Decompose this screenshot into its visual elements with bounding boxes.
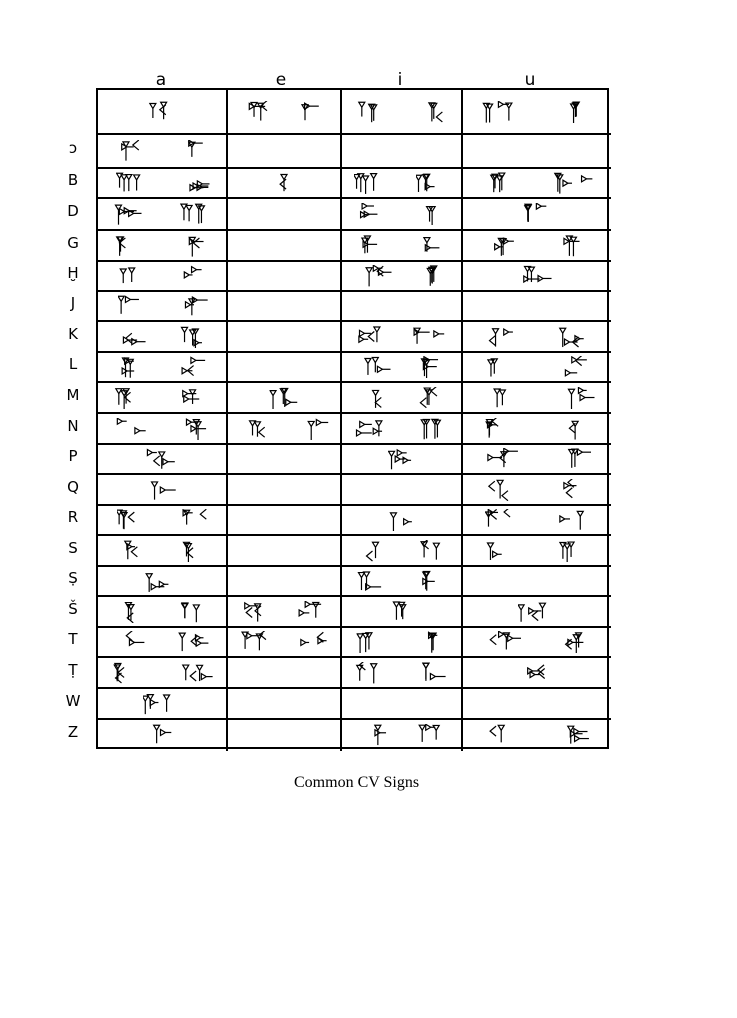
cuneiform-sign: [485, 479, 520, 501]
cuneiform-sign: [179, 295, 211, 317]
cuneiform-sign: [415, 101, 449, 123]
row-label: Ṭ: [68, 660, 78, 679]
cuneiform-sign: [175, 418, 215, 440]
cuneiform-sign: [176, 631, 214, 653]
cuneiform-sign: [356, 265, 391, 287]
cuneiform-sign: [238, 631, 277, 653]
cuneiform-sign: [558, 724, 590, 746]
cuneiform-sign: [412, 662, 452, 684]
cuneiform-sign: [175, 356, 214, 378]
cuneiform-sign: [416, 172, 448, 194]
cuneiform-sign: [559, 356, 589, 378]
cuneiform-sign: [486, 326, 518, 348]
cuneiform-sign: [267, 172, 301, 194]
cuneiform-sign: [357, 356, 390, 378]
cuneiform-sign: [387, 509, 417, 531]
cuneiform-sign: [244, 418, 272, 440]
row-label: M: [66, 385, 80, 404]
cuneiform-sign: [553, 172, 594, 194]
cuneiform-sign: [485, 356, 520, 378]
cuneiform-sign: [145, 724, 180, 746]
cuneiform-sign: [118, 356, 148, 378]
cuneiform-sign: [354, 418, 394, 440]
cuneiform-sign: [117, 509, 149, 531]
cuneiform-sign: [112, 418, 153, 440]
row-divider: [98, 626, 611, 628]
row-divider: [98, 656, 611, 658]
cuneiform-sign: [356, 631, 391, 653]
cuneiform-sign: [180, 601, 209, 623]
column-divider: [226, 90, 228, 751]
row-label: J: [70, 294, 76, 312]
cuneiform-sign: [557, 235, 591, 257]
row-divider: [98, 718, 611, 720]
cuneiform-sign: [357, 570, 391, 592]
row-label: W: [65, 691, 81, 710]
row-label: Š: [68, 599, 78, 618]
row-label: N: [67, 416, 79, 435]
cuneiform-sign: [293, 601, 332, 623]
cuneiform-sign: [115, 235, 150, 257]
cuneiform-sign: [557, 326, 591, 348]
row-divider: [98, 565, 611, 567]
cuneiform-sign: [116, 631, 149, 653]
cuneiform-sign: [113, 662, 152, 684]
column-divider: [340, 90, 342, 751]
row-divider: [98, 133, 611, 135]
column-header-a: a: [155, 70, 167, 90]
cuneiform-sign: [521, 662, 552, 684]
cuneiform-sign: [176, 662, 213, 684]
cuneiform-sign: [485, 724, 519, 746]
cuneiform-sign: [418, 356, 446, 378]
row-divider: [98, 504, 611, 506]
cuneiform-sign: [180, 172, 209, 194]
row-divider: [98, 381, 611, 383]
cuneiform-sign: [270, 387, 299, 409]
cuneiform-sign: [353, 724, 394, 746]
cuneiform-sign: [114, 387, 151, 409]
row-label: ɔ: [68, 139, 78, 157]
cuneiform-sign: [118, 295, 148, 317]
cuneiform-sign: [385, 601, 419, 623]
cuneiform-sign: [412, 724, 452, 746]
cuneiform-sign: [558, 540, 590, 562]
cuneiform-sign: [417, 203, 446, 225]
column-header-i: i: [397, 70, 403, 90]
row-divider: [98, 412, 611, 414]
cuneiform-sign: [118, 265, 147, 287]
cuneiform-sign: [114, 203, 151, 225]
row-divider: [98, 167, 611, 169]
row-divider: [98, 351, 611, 353]
row-divider: [98, 320, 611, 322]
cuneiform-sign: [354, 172, 394, 194]
cuneiform-sign: [358, 387, 390, 409]
row-divider: [98, 687, 611, 689]
cuneiform-sign: [412, 387, 451, 409]
cuneiform-sign: [519, 203, 554, 225]
cuneiform-sign: [118, 326, 147, 348]
cuneiform-sign: [554, 631, 594, 653]
cuneiform-sign: [556, 101, 592, 123]
cuneiform-sign: [181, 265, 209, 287]
cuneiform-sign: [413, 235, 451, 257]
cuneiform-sign: [521, 265, 553, 287]
cuneiform-sign: [388, 448, 416, 470]
row-divider: [98, 443, 611, 445]
row-label: T: [68, 630, 78, 648]
cuneiform-sign: [146, 101, 180, 123]
cuneiform-sign: [413, 540, 450, 562]
cuneiform-sign: [116, 172, 150, 194]
cuneiform-sign: [118, 601, 147, 623]
column-divider: [461, 90, 463, 751]
cuneiform-sign: [414, 570, 449, 592]
cuneiform-sign: [143, 693, 183, 715]
cuneiform-sign: [488, 387, 516, 409]
sign-table: [96, 88, 609, 749]
cuneiform-sign: [358, 203, 389, 225]
cuneiform-sign: [180, 140, 209, 162]
row-label: P: [68, 447, 78, 465]
row-label: Z: [67, 723, 79, 741]
cuneiform-sign: [416, 631, 448, 653]
cuneiform-sign: [359, 540, 388, 562]
cuneiform-sign: [148, 479, 177, 501]
row-divider: [98, 595, 611, 597]
row-label: Q: [67, 477, 79, 496]
cuneiform-sign: [296, 101, 330, 123]
cuneiform-sign: [518, 601, 556, 623]
cuneiform-sign: [295, 631, 330, 653]
row-divider: [98, 534, 611, 536]
cuneiform-sign: [554, 509, 594, 531]
row-divider: [98, 290, 611, 292]
row-label: Ṣ: [68, 569, 78, 587]
row-divider: [98, 473, 611, 475]
cuneiform-sign: [242, 101, 273, 123]
cuneiform-sign: [354, 101, 394, 123]
row-divider: [98, 229, 611, 231]
row-label: B: [67, 171, 79, 189]
cuneiform-sign: [117, 540, 149, 562]
cuneiform-sign: [483, 631, 521, 653]
cuneiform-sign: [560, 418, 588, 440]
cuneiform-sign: [412, 326, 452, 348]
column-header-u: u: [524, 70, 536, 90]
cuneiform-sign: [354, 326, 393, 348]
cuneiform-sign: [413, 418, 451, 440]
cuneiform-sign: [484, 418, 520, 440]
cuneiform-sign: [176, 203, 214, 225]
cuneiform-sign: [485, 172, 520, 194]
row-label: Ḫ: [67, 264, 79, 282]
cuneiform-sign: [178, 235, 212, 257]
cuneiform-sign: [355, 662, 392, 684]
cuneiform-sign: [485, 509, 519, 531]
column-header-e: e: [275, 70, 287, 90]
cuneiform-sign: [557, 448, 591, 470]
cuneiform-sign: [240, 601, 275, 623]
caption-text: Common CV Signs: [294, 774, 420, 791]
row-label: D: [67, 202, 79, 220]
cuneiform-sign: [297, 418, 329, 440]
cuneiform-sign: [176, 540, 213, 562]
cuneiform-sign: [487, 540, 518, 562]
cuneiform-sign: [178, 326, 211, 348]
row-label: L: [68, 355, 78, 373]
cuneiform-sign: [359, 235, 388, 257]
cuneiform-sign: [177, 509, 213, 531]
row-label: S: [68, 538, 78, 557]
cuneiform-sign: [143, 448, 182, 470]
cuneiform-sign: [119, 140, 147, 162]
row-label: K: [68, 324, 78, 343]
cuneiform-sign: [178, 387, 212, 409]
cuneiform-sign: [553, 387, 594, 409]
cuneiform-sign: [484, 448, 521, 470]
cuneiform-sign: [417, 265, 447, 287]
cuneiform-sign: [488, 235, 517, 257]
cuneiform-sign: [144, 570, 181, 592]
row-label: R: [67, 508, 79, 526]
cuneiform-sign: [560, 479, 588, 501]
row-divider: [98, 260, 611, 262]
row-label: G: [67, 233, 79, 252]
row-divider: [98, 197, 611, 199]
cuneiform-sign: [482, 101, 522, 123]
